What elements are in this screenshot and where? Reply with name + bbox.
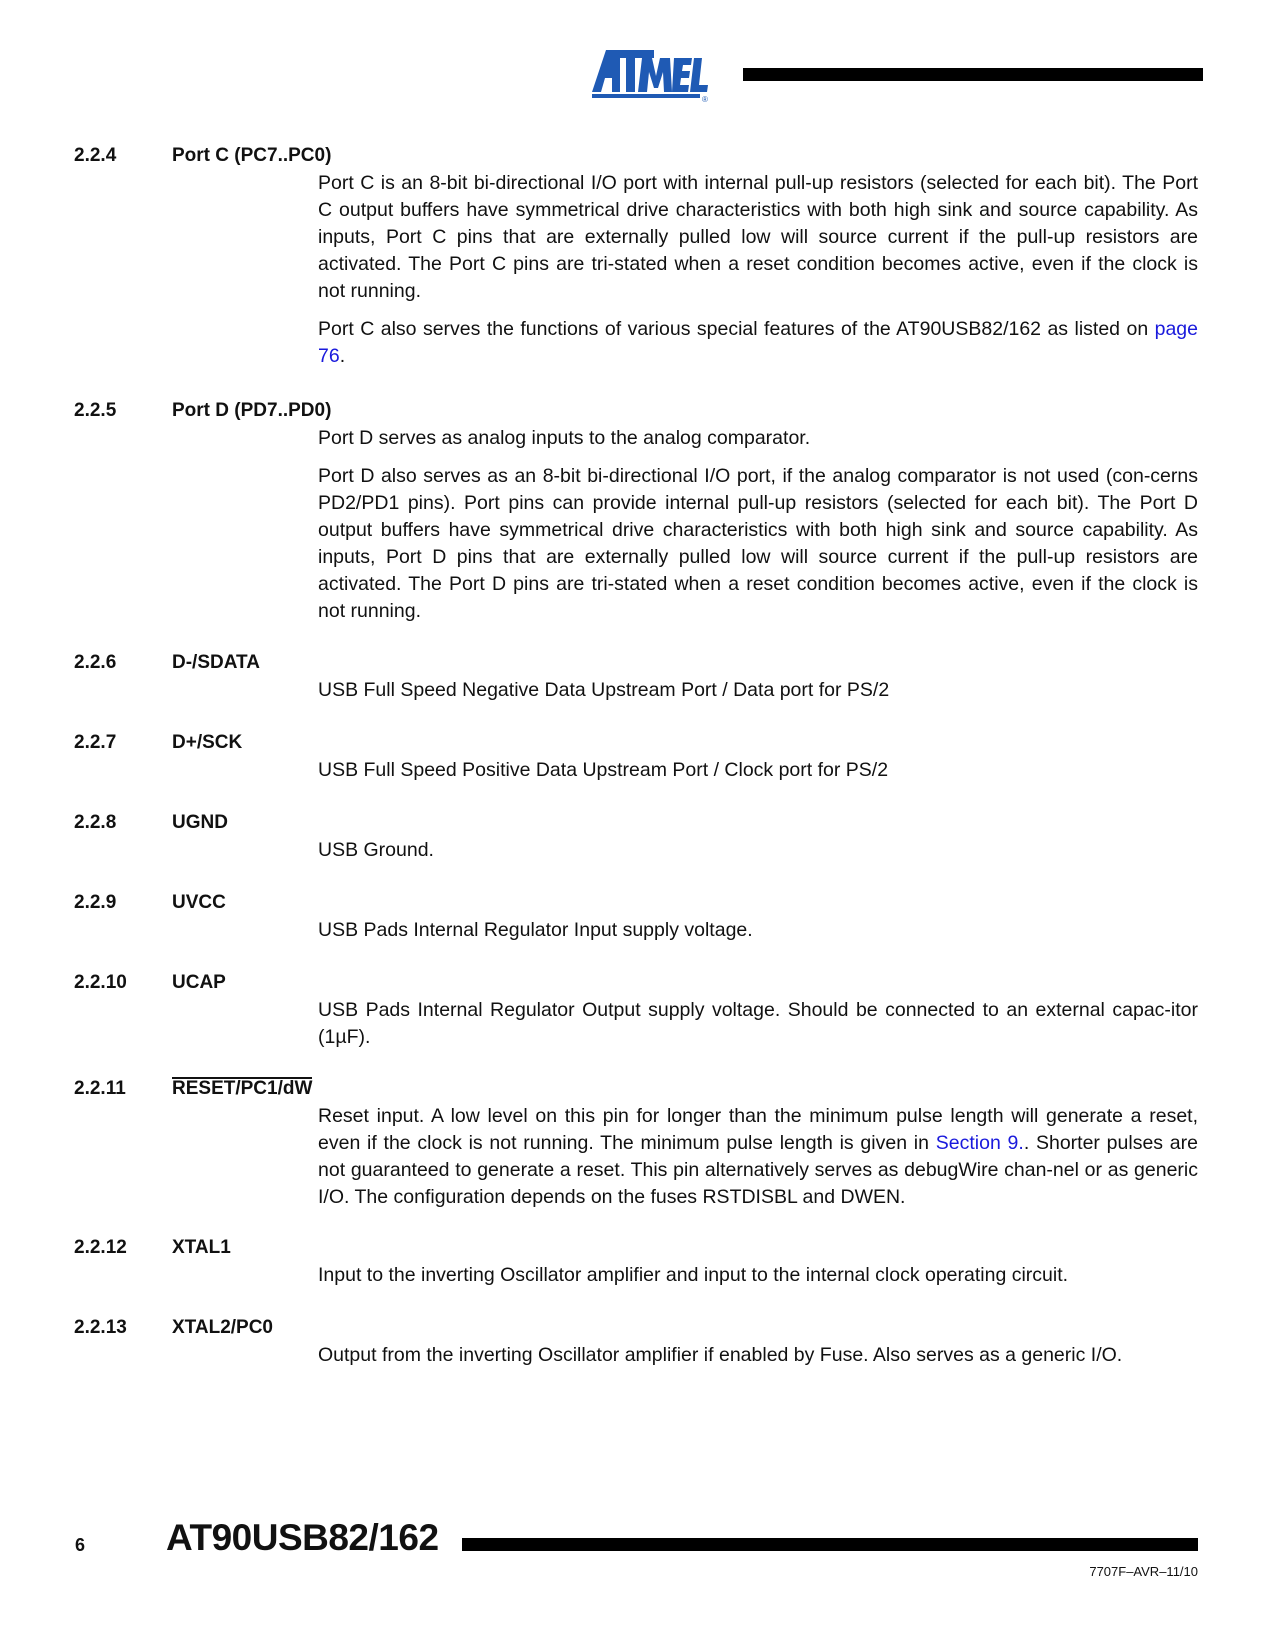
section-title: UGND: [172, 812, 228, 833]
atmel-logo: [590, 44, 712, 104]
reset-overline-title: RESET/PC1/dW: [172, 1078, 313, 1099]
paragraph: [318, 316, 1198, 370]
paragraph-text: .: [339, 345, 346, 367]
paragraph: USB Pads Internal Regulator Input supply voltage.: [318, 919, 753, 941]
section-title: Port C (PC7..PC0): [172, 145, 332, 166]
paragraph: USB Pads Internal Regulator Output supply voltage. Should be connected to an external capac-itor (1µF).: [318, 999, 1198, 1048]
section-number: 2.2.9: [74, 892, 117, 913]
paragraph: USB Full Speed Negative Data Upstream Port / Data port for PS/2: [318, 679, 890, 701]
section-title: Port D (PD7..PD0): [172, 400, 332, 421]
section-number: 2.2.12: [74, 1237, 127, 1258]
page-76-link[interactable]: page 76: [318, 318, 1198, 367]
section-title: XTAL1: [172, 1237, 231, 1258]
section-number: 2.2.8: [74, 812, 117, 833]
section-number: 2.2.5: [74, 400, 117, 421]
paragraph-text: . Shorter pulses are not guaranteed to generate a reset. This pin alternatively serves as debugWire chan-nel or as generic I/O. The configuration depends on the fuses RSTDISBL and DWEN.: [318, 1132, 1198, 1208]
paragraph: Port D serves as analog inputs to the analog comparator.: [318, 427, 811, 449]
section-title: D+/SCK: [172, 732, 243, 753]
paragraph: Port D also serves as an 8-bit bi-directional I/O port, if the analog comparator is not used (con-cerns PD2/PD1 pins). Port pins can provide internal pull-up resistors (selected for each bit). The Port D output buffers have symmetrical drive characteristics with both high sink and source capability. As inputs, Port D pins that are externally pulled low will source current if the pull-up resistors are activated. The Port D pins are tri-stated when a reset condition becomes active, even if the clock is not running.: [318, 465, 1198, 622]
paragraph: Input to the inverting Oscillator amplifier and input to the internal clock operating circuit.: [318, 1264, 1069, 1286]
paragraph: Output from the inverting Oscillator amplifier if enabled by Fuse. Also serves as a generic I/O.: [318, 1344, 1123, 1366]
document-code: 7707F–AVR–11/10: [1089, 1564, 1198, 1579]
section-title: [172, 1077, 312, 1101]
section-number: 2.2.6: [74, 652, 117, 673]
section-title: XTAL2/PC0: [172, 1317, 274, 1338]
section-number: 2.2.7: [74, 732, 117, 753]
section-title: UVCC: [172, 892, 226, 913]
paragraph: [318, 1103, 1198, 1211]
paragraph: USB Full Speed Positive Data Upstream Port / Clock port for PS/2: [318, 759, 889, 781]
section-number: 2.2.11: [74, 1078, 126, 1099]
paragraph-text: Port C also serves the functions of various special features of the AT90USB82/162 as listed on: [318, 318, 1155, 340]
paragraph-text: Reset input. A low level on this pin for longer than the minimum pulse length will generate a reset, even if the clock is not running. The minimum pulse length is given in: [318, 1105, 1198, 1154]
page-number: 6: [75, 1535, 86, 1555]
paragraph: USB Ground.: [318, 839, 434, 861]
section-9-link[interactable]: Section 9.: [935, 1132, 1024, 1154]
section-title: D-/SDATA: [172, 652, 260, 673]
section-number: 2.2.13: [74, 1317, 127, 1338]
section-number: 2.2.10: [74, 972, 127, 993]
paragraph: Port C is an 8-bit bi-directional I/O port with internal pull-up resistors (selected for each bit). The Port C output buffers have symmetrical drive characteristics with both high sink and source capability. As inputs, Port C pins that are externally pulled low will source current if the pull-up resistors are activated. The Port C pins are tri-stated when a reset condition becomes active, even if the clock is not running.: [318, 172, 1198, 302]
registered-mark: ®: [702, 95, 708, 104]
footer-rule: [462, 1538, 1198, 1551]
section-title: UCAP: [172, 972, 226, 993]
document-title: AT90USB82/162: [166, 1517, 439, 1558]
header-rule: [743, 68, 1203, 81]
section-number: 2.2.4: [74, 145, 117, 166]
